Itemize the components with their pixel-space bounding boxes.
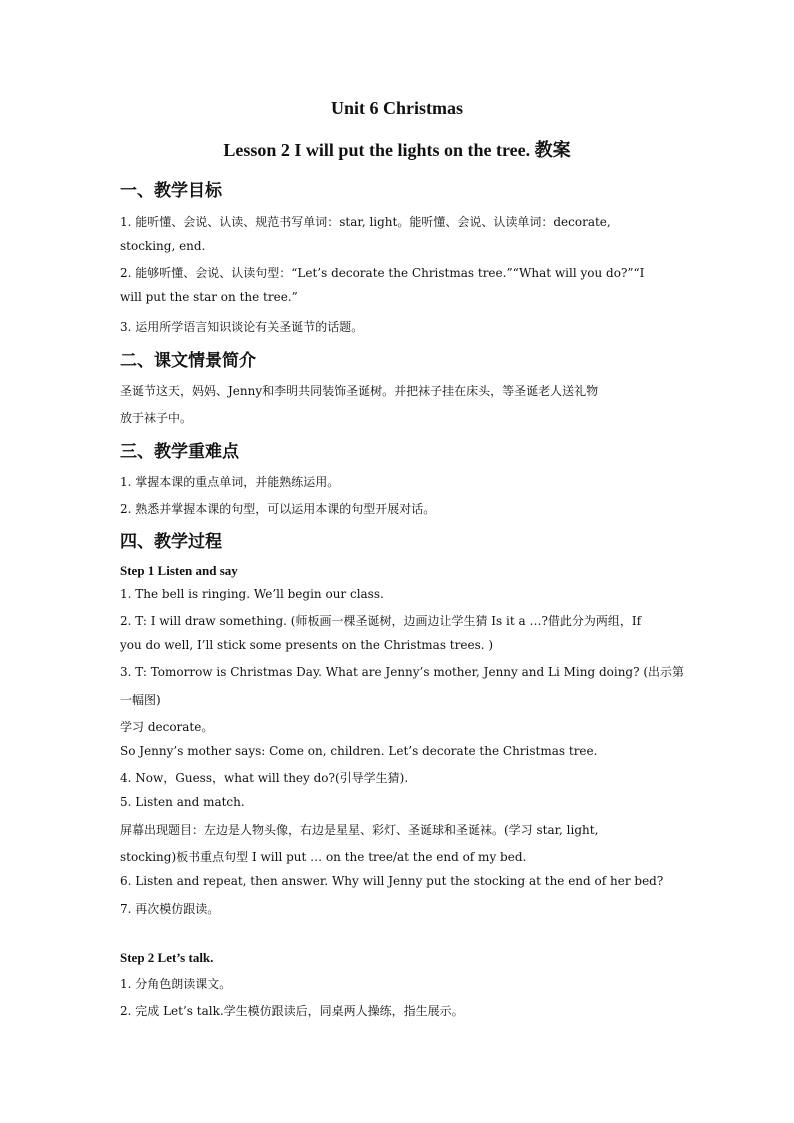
step-1-mother-says: So Jenny’s mother says: Come on, children. Let’s decorate the Christmas tree.: [120, 744, 598, 758]
step-1-item-6: 6. Listen and repeat, then answer. Why will Jenny put the stocking at the end of her bed?: [120, 874, 664, 888]
section-heading-context: 二、课文情景简介: [120, 351, 256, 371]
step-1-item-1: 1. The bell is ringing. We’ll begin our class.: [120, 587, 384, 601]
step-1-learn-decorate: 学习 decorate。: [120, 720, 214, 734]
step-1-item-2-line-1: 2. T: I will draw something. (师板画一棵圣诞树，边画边让学生猜 Is it a …?借此分为两组，If: [120, 614, 642, 628]
objective-2-line-1: 2. 能够听懂、会说、认读句型：“Let’s decorate the Christmas tree.”“What will you do?”“I: [120, 266, 645, 280]
step-1-item-2-line-2: you do well, I’ll stick some presents on the Christmas trees. ): [120, 638, 494, 652]
context-line-2: 放于袜子中。: [120, 411, 193, 425]
step-1-item-7: 7. 再次模仿跟读。: [120, 902, 220, 916]
step-1-item-3-line-1: 3. T: Tomorrow is Christmas Day. What are Jenny’s mother, Jenny and Li Ming doing? (出示第: [120, 665, 685, 679]
context-line-1: 圣诞节这天，妈妈、Jenny和李明共同装饰圣诞树。并把袜子挂在床头，等圣诞老人送礼物: [120, 384, 599, 398]
objective-2-line-2: will put the star on the tree.”: [120, 290, 298, 304]
section-heading-process: 四、教学过程: [120, 532, 222, 552]
step-1-screen-line-1: 屏幕出现题目：左边是人物头像，右边是星星、彩灯、圣诞球和圣诞袜。(学习 star, light,: [120, 823, 599, 837]
key-point-2: 2. 熟悉并掌握本课的句型，可以运用本课的句型开展对话。: [120, 502, 436, 516]
step-1-item-4: 4. Now，Guess，what will they do?(引导学生猜).: [120, 771, 409, 785]
objective-3: 3. 运用所学语言知识谈论有关圣诞节的话题。: [120, 320, 364, 334]
step-2-item-2: 2. 完成 Let’s talk.学生模仿跟读后，同桌两人操练，指生展示。: [120, 1004, 464, 1018]
unit-title: Unit 6 Christmas: [330, 98, 463, 118]
step-1-item-3-line-2: 一幅图): [120, 693, 161, 707]
key-point-1: 1. 掌握本课的重点单词，并能熟练运用。: [120, 475, 340, 489]
step-1-screen-line-2: stocking)板书重点句型 I will put … on the tree/at the end of my bed.: [120, 850, 527, 864]
step-2-item-1: 1. 分角色朗读课文。: [120, 977, 232, 991]
section-heading-objectives: 一、教学目标: [120, 181, 222, 201]
lesson-title: Lesson 2 I will put the lights on the tree. 教案: [223, 140, 571, 160]
section-heading-key-points: 三、教学重难点: [120, 442, 239, 462]
objective-1-line-1: 1. 能听懂、会说、认读、规范书写单词：star, light。能听懂、会说、认读单词：decorate,: [120, 215, 611, 229]
objective-1-line-2: stocking, end.: [120, 239, 206, 253]
step-1-title: Step 1 Listen and say: [120, 563, 238, 578]
step-2-title: Step 2 Let’s talk.: [120, 950, 214, 965]
step-1-item-5: 5. Listen and match.: [120, 795, 245, 809]
